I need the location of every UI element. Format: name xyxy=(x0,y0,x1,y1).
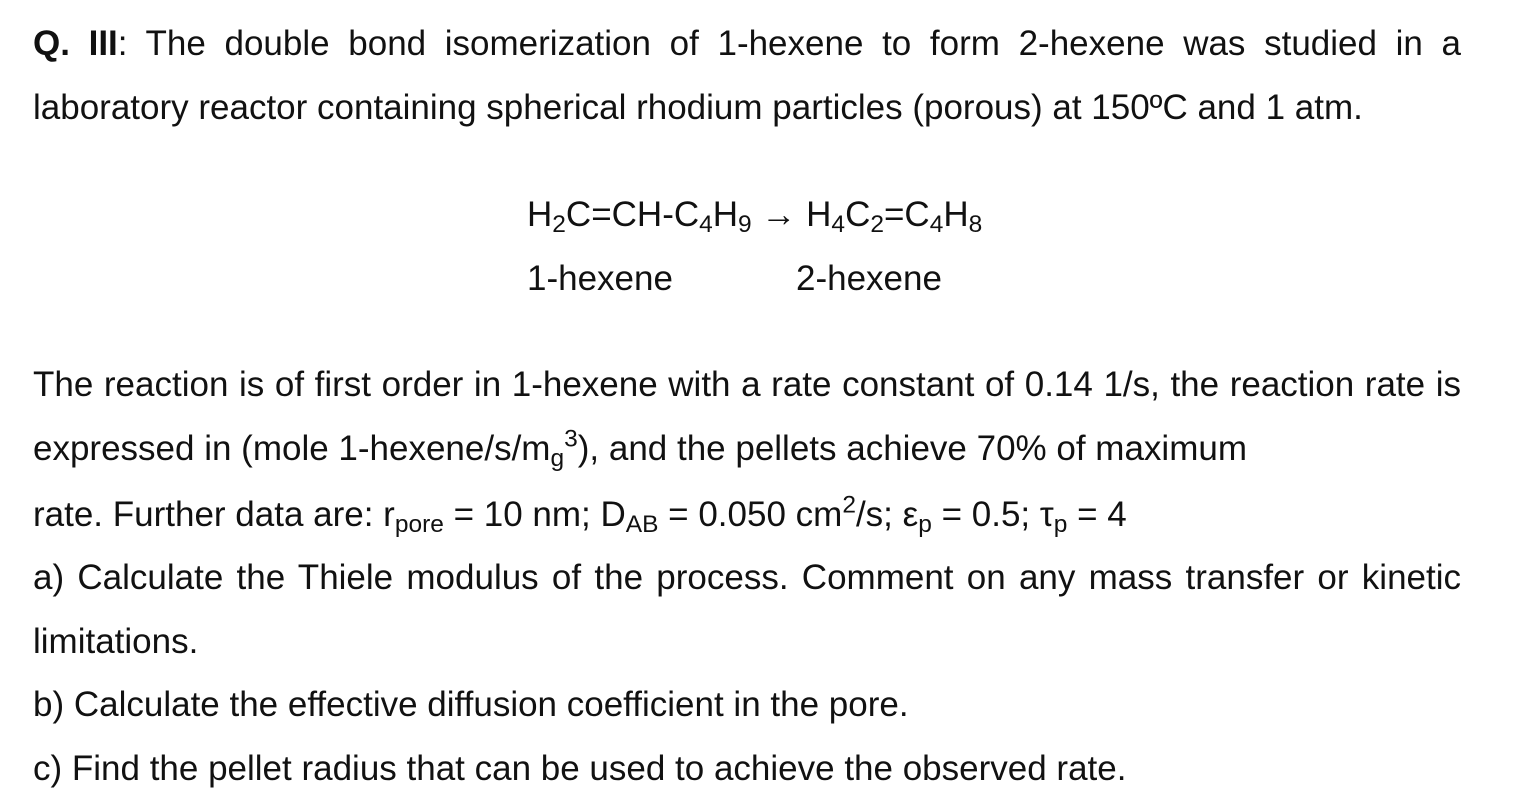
further-data-line: rate. Further data are: rpore = 10 nm; DAB = 0.050 $cm^2/s$; εp = 0.5; τp = 4 xyxy=(33,491,1127,539)
question-label: Q. III xyxy=(33,24,118,63)
question-intro-text: : The double bond isomerization of 1-hexene to form 2-hexene was studied in a laboratory reactor containing spherical rhodium particles (porous) at 150ºC and 1 atm. xyxy=(33,24,1461,127)
rate-paragraph: The reaction is of first order in 1-hexene with a rate constant of 0.14 1/s, the reaction rate is expressed in (mole $1-hexene/s/m_g^3$), and the pellets achieve 70% of maximum xyxy=(33,365,1461,473)
reactant-formula: $H_2C=CH-C_4H_9$ xyxy=(527,195,752,239)
part-a-question: a) Calculate the Thiele modulus of the process. Comment on any mass transfer or kinetic limitations. xyxy=(33,558,1461,661)
unit-superscript: 3 xyxy=(564,425,578,453)
unit-subscript: g xyxy=(550,445,565,473)
part-c-question: c) Find the pellet radius that can be used to achieve the observed rate. xyxy=(33,749,1127,788)
part-b-question: b) Calculate the effective diffusion coefficient in the pore. xyxy=(33,685,909,724)
reaction-arrow: → xyxy=(751,195,807,234)
question-intro-paragraph xyxy=(33,12,1461,140)
reactant-name: 1-hexene xyxy=(527,259,673,298)
product-name: 2-hexene xyxy=(796,259,942,298)
product-formula: $H_4C_2=C_4H_8$ xyxy=(806,195,983,239)
reaction-equation xyxy=(527,183,982,247)
